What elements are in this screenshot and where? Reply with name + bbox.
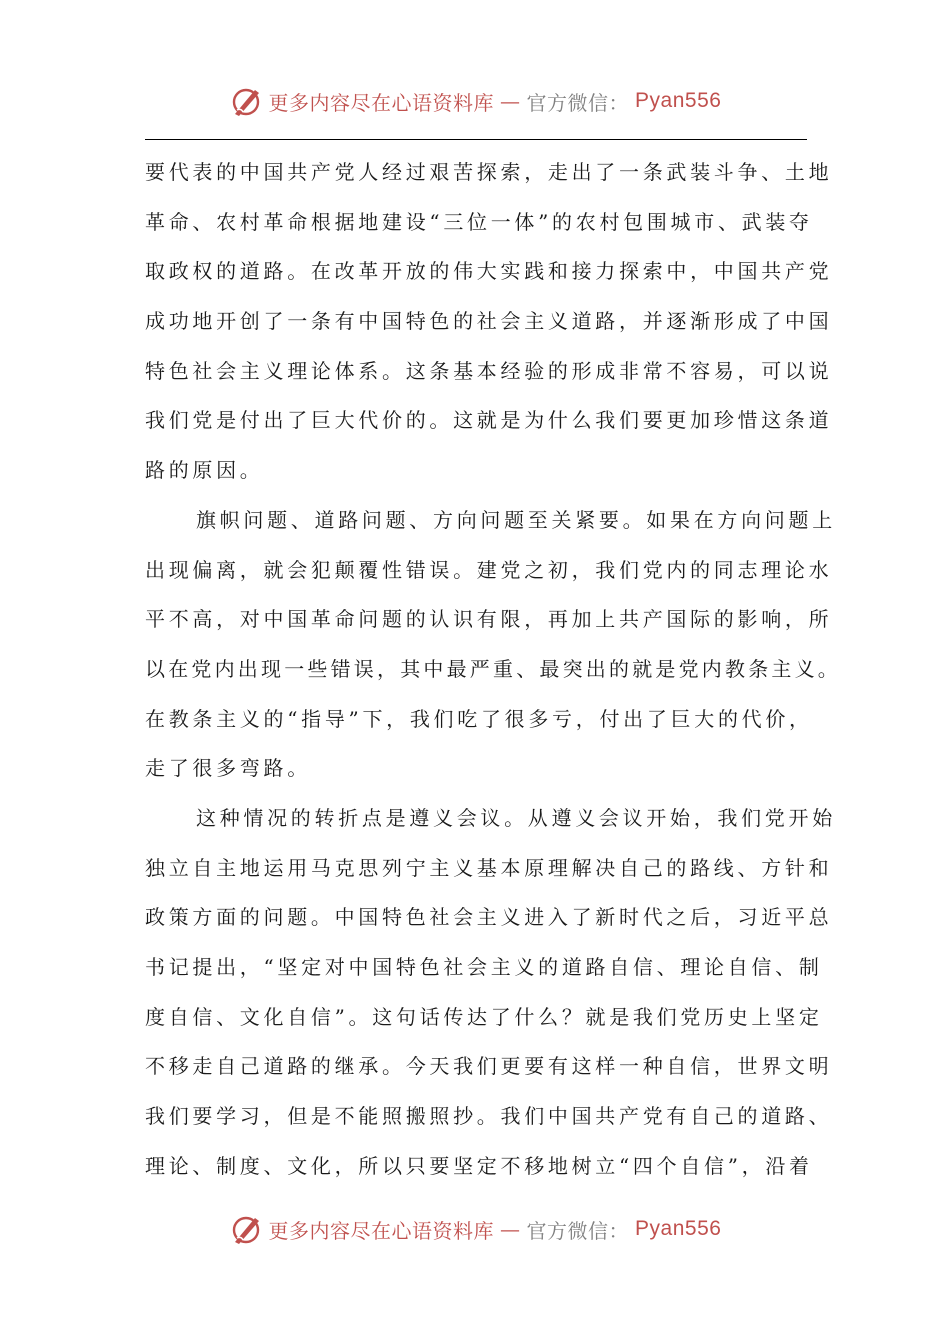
body-line: 以在党内出现一些错误，其中最严重、最突出的就是党内教条主义。 — [145, 656, 841, 681]
header-divider — [145, 139, 807, 140]
body-line: 旗帜问题、道路问题、方向问题至关紧要。如果在方向问题上 — [196, 507, 836, 532]
body-line: 平不高，对中国革命问题的认识有限，再加上共产国际的影响，所 — [145, 607, 833, 632]
body-line: 成功地开创了一条有中国特色的社会主义道路，并逐渐形成了中国 — [145, 309, 833, 334]
body-line: 革命、农村革命根据地建设“三位一体”的农村包围城市、武装夺 — [145, 209, 813, 234]
pen-circle-logo-icon — [229, 1212, 263, 1246]
body-line: 要代表的中国共产党人经过艰苦探索，走出了一条武装斗争、土地 — [145, 160, 833, 184]
footer-dash: — — [500, 1217, 521, 1241]
header-official-label: 官方微信： — [526, 90, 630, 115]
body-line: 政策方面的问题。中国特色社会主义进入了新时代之后，习近平总 — [145, 905, 833, 930]
body-line: 我们党是付出了巨大代价的。这就是为什么我们要更加珍惜这条道 — [145, 408, 833, 433]
body-line: 独立自主地运用马克思列宁主义基本原理解决自己的路线、方针和 — [145, 855, 833, 880]
body-line: 度自信、文化自信”。这句话传达了什么？就是我们党历史上坚定 — [145, 1004, 823, 1029]
body-line: 书记提出，“坚定对中国特色社会主义的道路自信、理论自信、制 — [145, 955, 823, 979]
footer-official-label: 官方微信： — [526, 1218, 630, 1243]
document-body — [145, 148, 841, 1191]
body-line: 我们要学习，但是不能照搬照抄。我们中国共产党有自己的道路、 — [145, 1104, 833, 1129]
footer-brand-text: 更多内容尽在心语资料库 — [268, 1218, 495, 1243]
body-line: 走了很多弯路。 — [145, 756, 311, 781]
body-line: 特色社会主义理论体系。这条基本经验的形成非常不容易，可以说 — [145, 358, 833, 383]
footer-banner — [0, 1212, 950, 1246]
body-line: 不移走自己道路的继承。今天我们更要有这样一种自信，世界文明 — [145, 1054, 833, 1079]
body-line: 这种情况的转折点是遵义会议。从遵义会议开始，我们党开始 — [196, 805, 836, 830]
footer-wechat-id: Pyan556 — [635, 1217, 722, 1240]
body-line: 在教条主义的“指导”下，我们吃了很多亏，付出了巨大的代价， — [145, 706, 813, 731]
pen-circle-logo-icon — [229, 84, 263, 118]
body-line: 出现偏离，就会犯颠覆性错误。建党之初，我们党内的同志理论水 — [145, 557, 833, 582]
body-line: 取政权的道路。在改革开放的伟大实践和接力探索中，中国共产党 — [145, 259, 833, 284]
header-brand-text: 更多内容尽在心语资料库 — [268, 90, 495, 115]
header-dash: — — [500, 89, 521, 113]
header-wechat-id: Pyan556 — [635, 89, 722, 112]
body-line: 路的原因。 — [145, 458, 264, 483]
header-banner — [0, 84, 950, 118]
body-line: 理论、制度、文化，所以只要坚定不移地树立“四个自信”，沿着 — [145, 1153, 813, 1178]
